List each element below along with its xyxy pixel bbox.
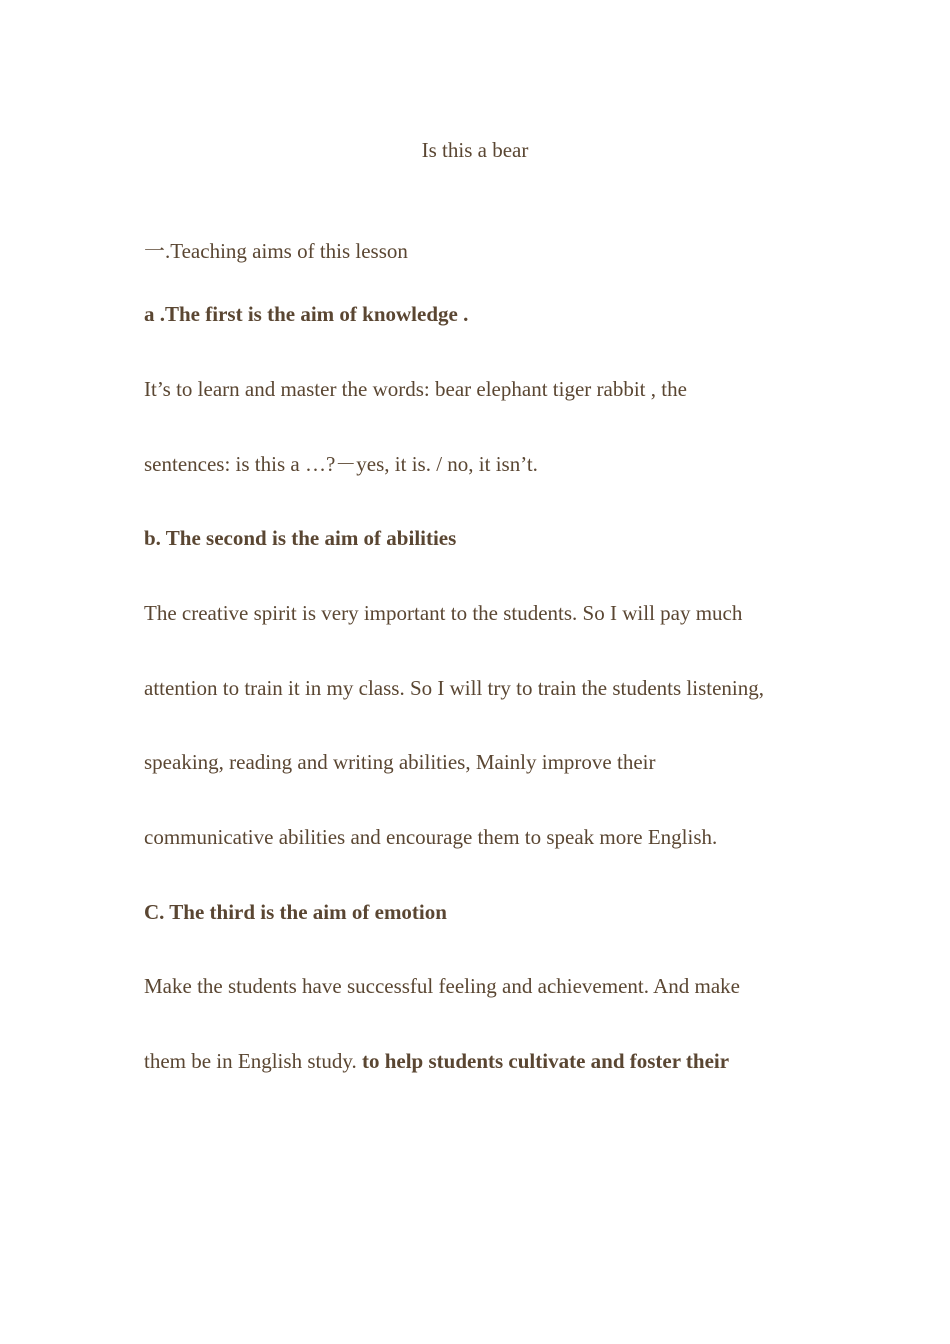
aim-a-text-line: sentences: is this a …?－yes, it is. / no, it isn’t. [144,452,538,476]
aim-b-text-line: attention to train it in my class. So I will try to train the students listening, [144,676,765,700]
aim-c-text-line [144,1048,729,1074]
aim-c-text-line: Make the students have successful feeling and achievement. And make [144,974,740,998]
aim-b-text-line: speaking, reading and writing abilities, Mainly improve their [144,750,656,774]
aim-c-heading: C. The third is the aim of emotion [144,900,447,924]
section-heading: 一.Teaching aims of this lesson [144,239,408,263]
aim-c-plain-text: them be in English study. [144,1049,362,1073]
aim-c-bold-text: to help students cultivate and foster their [361,1049,730,1073]
document-title: Is this a bear [421,138,529,162]
aim-a-text-line: It’s to learn and master the words: bear elephant tiger rabbit , the [144,377,687,401]
aim-b-heading: b. The second is the aim of abilities [144,526,457,550]
aim-a-heading: a .The first is the aim of knowledge . [144,302,469,326]
aim-b-text-line: The creative spirit is very important to the students. So I will pay much [144,601,743,625]
aim-b-text-line: communicative abilities and encourage them to speak more English. [144,825,718,849]
